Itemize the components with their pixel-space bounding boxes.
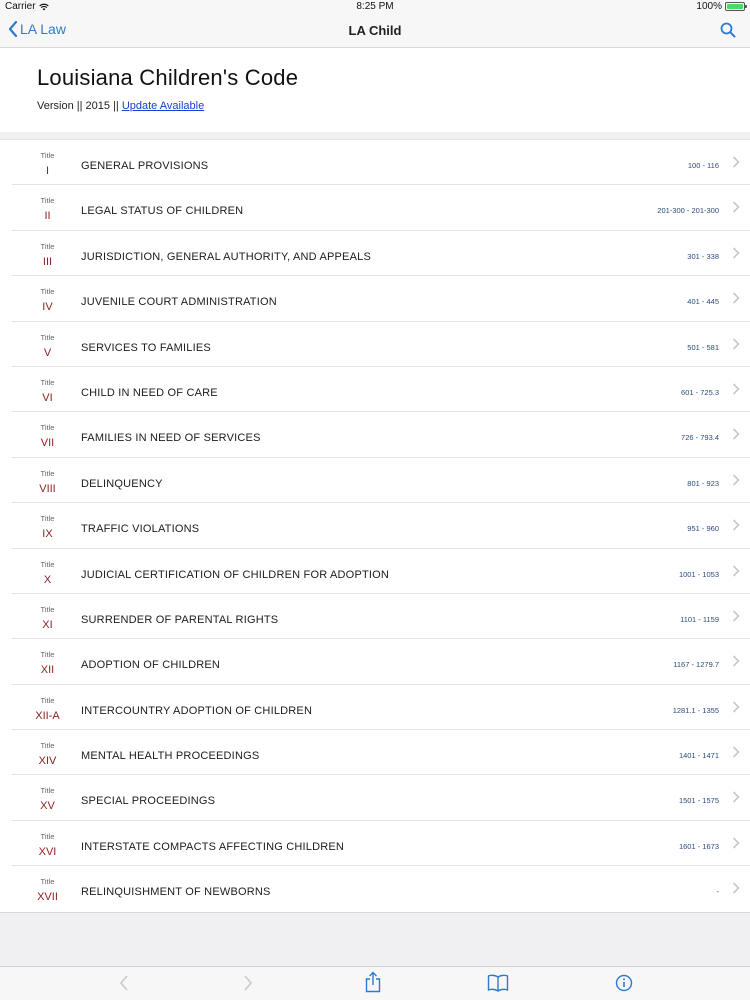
nav-title: LA Child: [348, 23, 402, 38]
title-number: XII: [40, 664, 55, 677]
title-number: III: [42, 255, 53, 268]
chevron-right-icon: [732, 383, 740, 395]
chevron-right-icon: [732, 610, 740, 622]
title-name: LEGAL STATUS OF CHILDREN: [81, 205, 244, 218]
share-button[interactable]: [364, 971, 382, 998]
title-number: XV: [40, 800, 55, 813]
section-range: 726 - 793.4: [681, 433, 719, 443]
section-range: 100 - 116: [687, 161, 719, 170]
title-label: Title: [40, 332, 55, 342]
title-row[interactable]: [0, 685, 750, 730]
title-name: CHILD IN NEED OF CARE: [81, 386, 218, 399]
title-number: XIV: [38, 755, 57, 768]
title-name: MENTAL HEALTH PROCEEDINGS: [81, 750, 260, 763]
section-range: 1501 - 1575: [678, 796, 719, 806]
chevron-right-icon: [732, 746, 740, 758]
chevron-right-icon: [732, 201, 740, 213]
book-icon: [487, 974, 509, 992]
title-label: Title: [40, 377, 55, 387]
title-label: Title: [40, 151, 55, 160]
section-range: 201-300 - 201-300: [657, 206, 719, 216]
title-row[interactable]: [0, 140, 750, 185]
title-name: TRAFFIC VIOLATIONS: [81, 523, 200, 536]
section-range: 301 - 338: [687, 251, 719, 261]
back-arrow-icon: [118, 973, 130, 993]
section-range: 1001 - 1053: [678, 569, 719, 579]
title-number: IV: [42, 301, 53, 314]
title-name: ADOPTION OF CHILDREN: [81, 659, 221, 672]
chevron-right-icon: [732, 565, 740, 577]
title-name: SPECIAL PROCEEDINGS: [81, 795, 216, 808]
battery-status: [696, 1, 745, 12]
version-text: Version || 2015 ||: [37, 100, 119, 112]
share-icon: [364, 971, 382, 993]
title-name: JUVENILE COURT ADMINISTRATION: [81, 296, 277, 309]
bookmarks-button[interactable]: [487, 974, 509, 997]
title-name: GENERAL PROVISIONS: [81, 160, 209, 172]
title-row[interactable]: [0, 866, 750, 911]
chevron-right-icon: [732, 156, 740, 168]
title-label: Title: [40, 423, 55, 433]
title-label: Title: [40, 786, 55, 796]
section-range: 601 - 725.3: [681, 387, 719, 397]
back-button-label: LA Law: [20, 21, 66, 37]
title-number: I: [45, 165, 50, 177]
chevron-right-icon: [732, 791, 740, 803]
chevron-right-icon: [732, 428, 740, 440]
title-row[interactable]: [0, 367, 750, 412]
title-number: VI: [42, 391, 53, 404]
chevron-right-icon: [732, 701, 740, 713]
title-label: Title: [40, 196, 55, 206]
title-label: Title: [40, 831, 55, 841]
title-row[interactable]: [0, 594, 750, 639]
forward-arrow-icon: [242, 973, 254, 993]
title-row[interactable]: [0, 322, 750, 367]
title-number: XI: [42, 618, 53, 631]
section-range: 1281.1 - 1355: [672, 705, 719, 715]
page-title: Louisiana Children's Code: [37, 65, 299, 90]
chevron-right-icon: [732, 247, 740, 259]
title-label: Title: [40, 514, 55, 524]
title-name: SERVICES TO FAMILIES: [81, 341, 211, 354]
title-name: INTERCOUNTRY ADOPTION OF CHILDREN: [81, 704, 313, 717]
chevron-right-icon: [732, 292, 740, 304]
title-number: VII: [40, 437, 55, 450]
battery-icon: [725, 2, 745, 11]
title-label: Title: [40, 695, 55, 705]
title-row[interactable]: [0, 821, 750, 866]
title-row[interactable]: [0, 231, 750, 276]
forward-nav-button[interactable]: [242, 973, 254, 998]
chevron-right-icon: [732, 338, 740, 350]
title-label: Title: [40, 877, 55, 887]
title-label: Title: [40, 741, 55, 751]
title-label: Title: [40, 287, 55, 297]
status-bar: [0, 0, 750, 14]
title-name: RELINQUISHMENT OF NEWBORNS: [81, 886, 271, 899]
title-name: INTERSTATE COMPACTS AFFECTING CHILDREN: [81, 840, 345, 853]
title-row[interactable]: [0, 412, 750, 457]
section-range: 1601 - 1673: [678, 841, 719, 851]
section-range: 401 - 445: [687, 297, 719, 307]
title-name: DELINQUENCY: [81, 477, 163, 490]
chevron-right-icon: [732, 882, 740, 894]
clock: 8:25 PM: [356, 1, 394, 12]
title-row[interactable]: [0, 639, 750, 684]
chevron-right-icon: [732, 474, 740, 486]
section-range: 1401 - 1471: [678, 751, 719, 761]
search-button[interactable]: [720, 22, 736, 43]
title-name: FAMILIES IN NEED OF SERVICES: [81, 432, 261, 445]
title-number: VIII: [39, 482, 56, 495]
info-icon: [615, 974, 633, 992]
title-number: XVII: [37, 891, 58, 904]
section-range: -: [716, 887, 719, 897]
title-number: II: [44, 210, 51, 223]
title-row[interactable]: [0, 458, 750, 503]
title-row[interactable]: [0, 775, 750, 820]
version-info: [37, 100, 204, 112]
title-number: IX: [42, 528, 53, 541]
title-row[interactable]: [0, 276, 750, 321]
code-header: [0, 48, 750, 132]
back-nav-button[interactable]: [118, 973, 130, 998]
section-range: 1167 - 1279.7: [673, 660, 719, 670]
title-name: SURRENDER OF PARENTAL RIGHTS: [81, 613, 279, 626]
title-name: JUDICIAL CERTIFICATION OF CHILDREN FOR ADOPTION: [81, 568, 390, 581]
section-range: 951 - 960: [687, 524, 719, 534]
search-icon: [720, 22, 736, 38]
chevron-right-icon: [732, 519, 740, 531]
chevron-right-icon: [732, 655, 740, 667]
section-range: 1101 - 1159: [680, 614, 719, 624]
title-label: Title: [40, 559, 55, 569]
title-label: Title: [40, 468, 55, 478]
title-number: XVI: [38, 845, 57, 858]
title-label: Title: [40, 604, 55, 614]
title-row[interactable]: [0, 185, 750, 230]
title-label: Title: [40, 241, 55, 251]
section-range: 801 - 923: [687, 478, 719, 488]
title-row[interactable]: [0, 503, 750, 548]
chevron-right-icon: [732, 837, 740, 849]
title-number: XII-A: [35, 709, 60, 722]
section-range: 501 - 581: [687, 342, 719, 352]
titles-list: [0, 139, 750, 913]
navigation-bar: [0, 14, 750, 48]
carrier-label: Carrier: [5, 1, 36, 12]
info-button[interactable]: [615, 974, 633, 997]
title-row[interactable]: [0, 730, 750, 775]
title-name: JURISDICTION, GENERAL AUTHORITY, AND APPEALS: [81, 250, 371, 263]
title-number: V: [43, 346, 52, 359]
title-number: X: [43, 573, 52, 586]
battery-percent: 100%: [696, 1, 722, 12]
update-available-link[interactable]: Update Available: [121, 100, 205, 112]
title-label: Title: [40, 650, 55, 660]
bottom-toolbar: [0, 966, 750, 1000]
title-row[interactable]: [0, 549, 750, 594]
